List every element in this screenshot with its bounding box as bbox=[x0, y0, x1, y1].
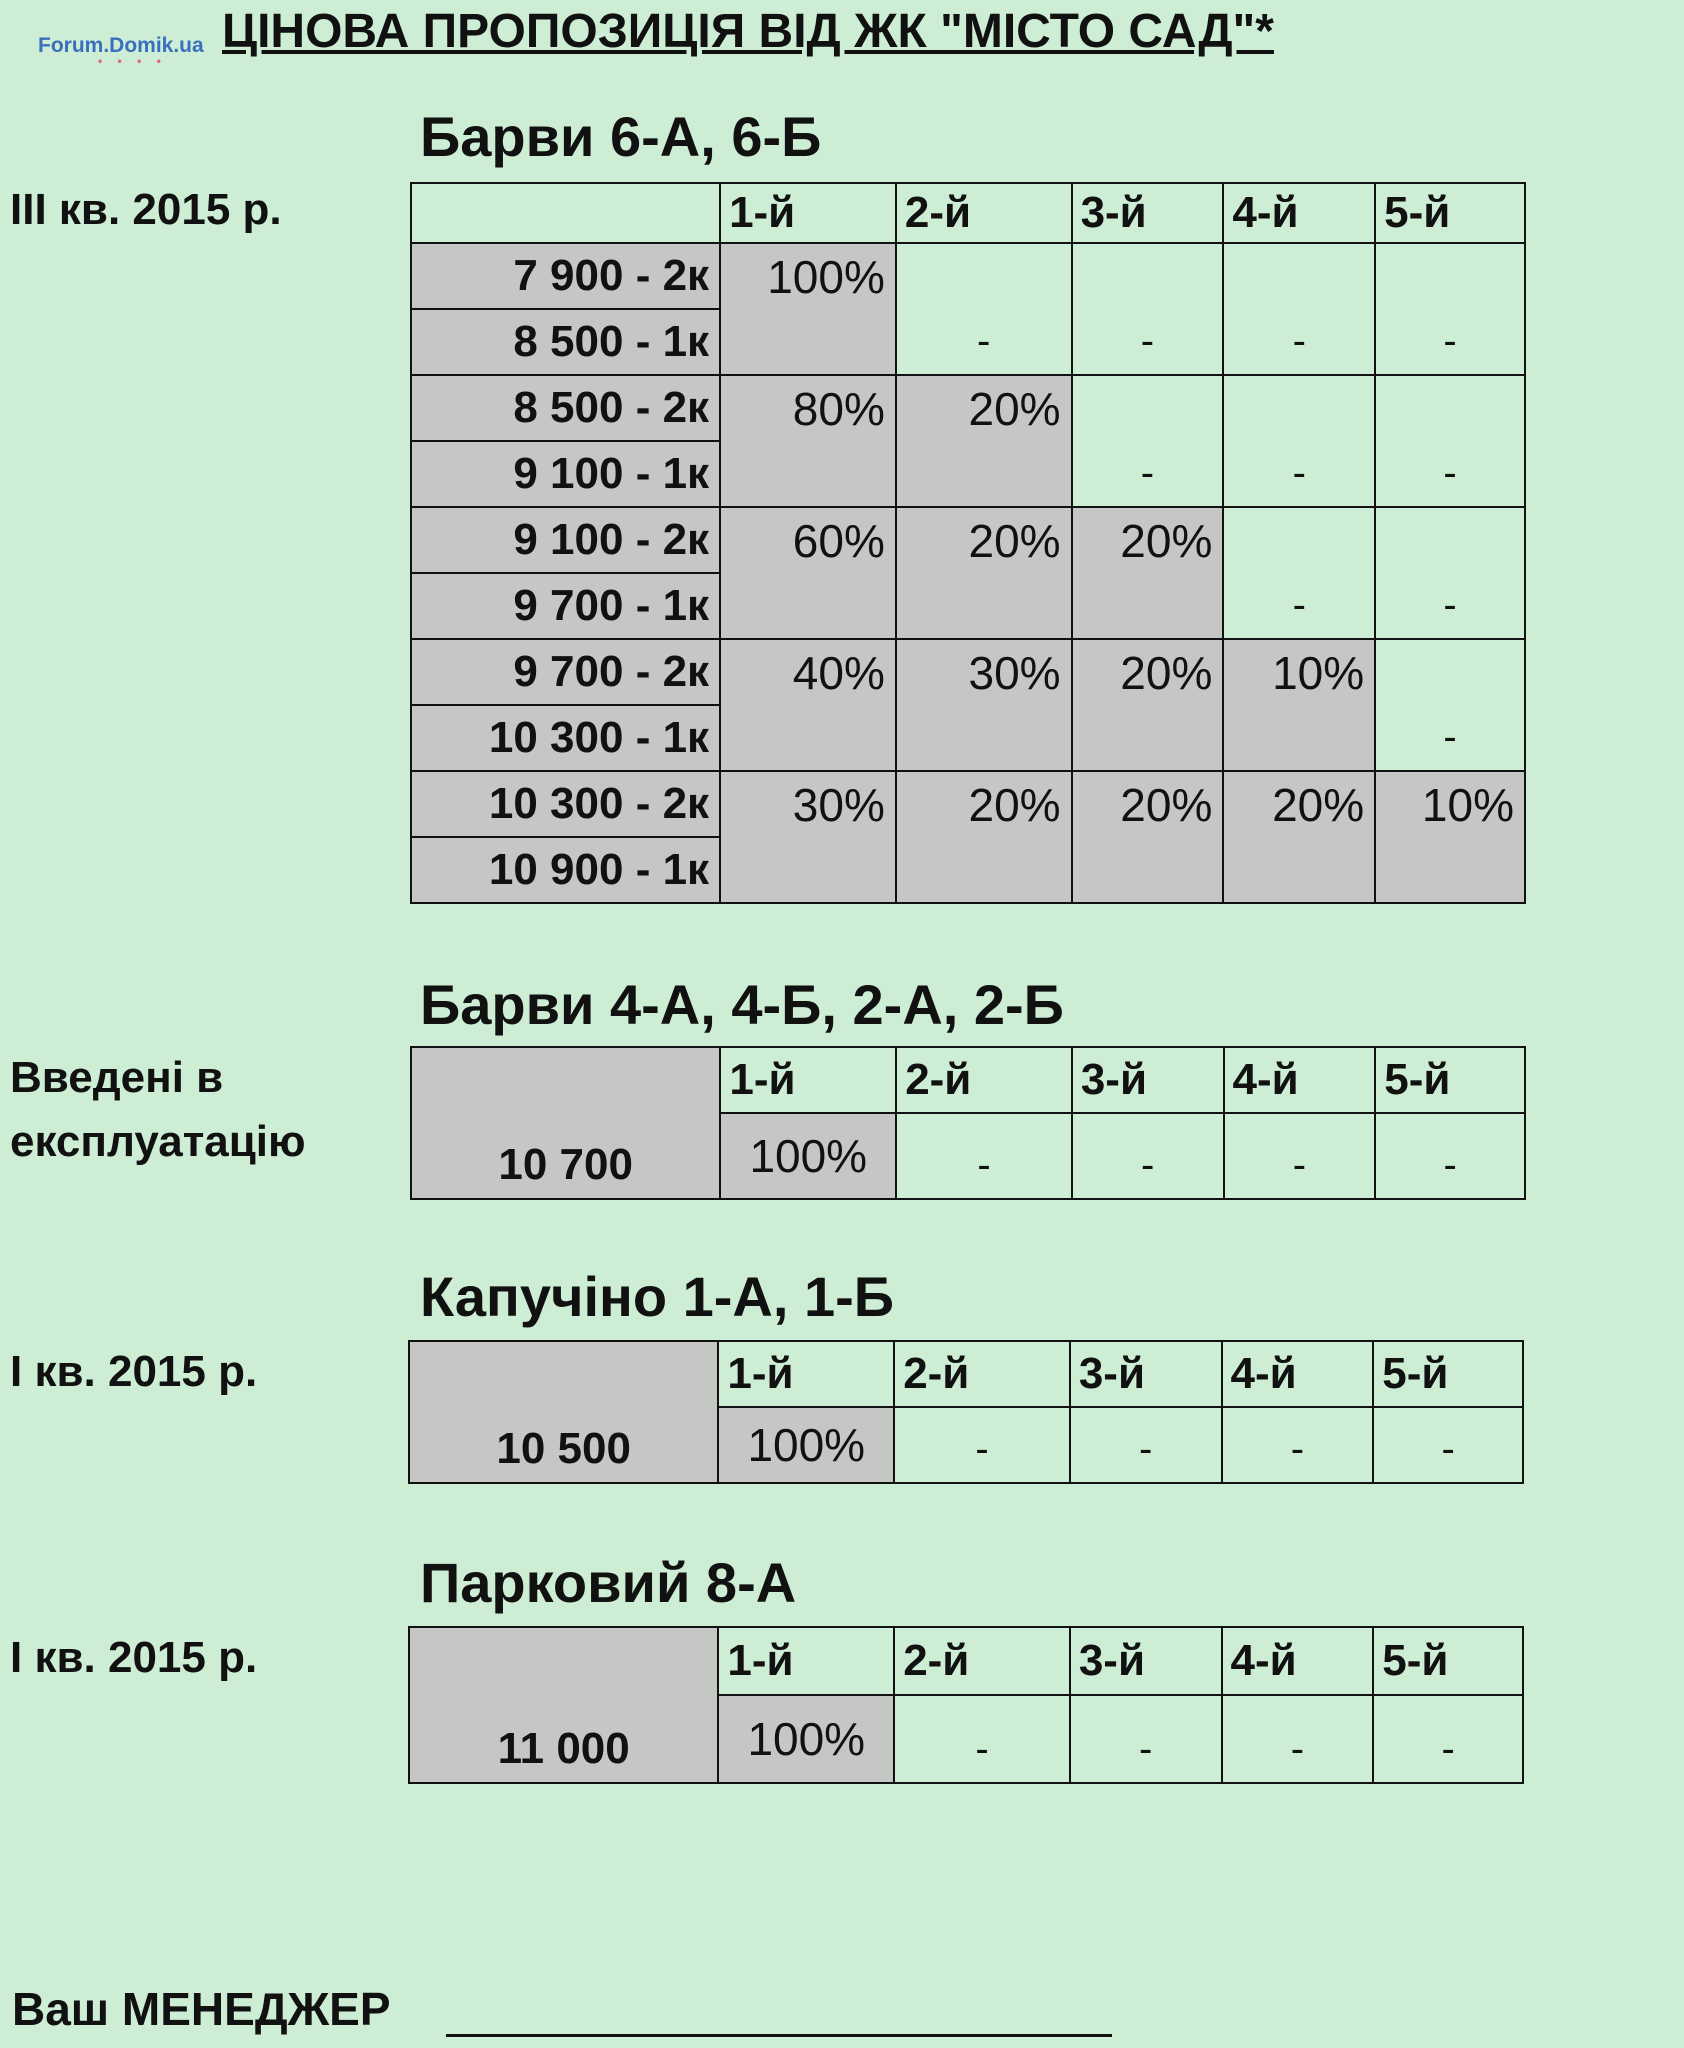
percent-cell: - bbox=[1375, 507, 1525, 639]
watermark: Forum.Domik.ua • • • • bbox=[38, 34, 204, 68]
column-header: 3-й bbox=[1072, 1047, 1224, 1113]
manager-signature-line bbox=[446, 2034, 1112, 2037]
percent-cell: 20% bbox=[1072, 771, 1224, 903]
percent-cell: 20% bbox=[1072, 639, 1224, 771]
percent-cell: - bbox=[1072, 1113, 1224, 1199]
percent-cell: - bbox=[894, 1695, 1070, 1783]
section-title-kapuchino: Капучіно 1-А, 1-Б bbox=[420, 1265, 895, 1328]
section-side-label: І кв. 2015 р. bbox=[10, 1347, 258, 1396]
percent-cell: 10% bbox=[1375, 771, 1525, 903]
percent-cell: - bbox=[1223, 243, 1375, 375]
section-title-parkovyi: Парковий 8-А bbox=[420, 1551, 797, 1614]
percent-cell: - bbox=[1224, 1113, 1376, 1199]
column-header: 3-й bbox=[1070, 1341, 1222, 1407]
price-cell: 10 300 - 2к bbox=[411, 771, 720, 837]
column-header: 3-й bbox=[1070, 1627, 1222, 1695]
price-cell: 10 700 bbox=[411, 1047, 720, 1199]
column-header: 5-й bbox=[1375, 1047, 1525, 1113]
price-table-barvy-4-2 bbox=[410, 1046, 1526, 1200]
column-header: 5-й bbox=[1373, 1627, 1523, 1695]
percent-cell: 100% bbox=[720, 1113, 896, 1199]
column-header: 5-й bbox=[1373, 1341, 1523, 1407]
price-cell: 11 000 bbox=[409, 1627, 718, 1783]
percent-cell: 20% bbox=[1223, 771, 1375, 903]
section-side-label-line1: Введені в bbox=[10, 1053, 224, 1102]
manager-label: Ваш МЕНЕДЖЕР bbox=[12, 1983, 391, 2035]
price-cell: 8 500 - 1к bbox=[411, 309, 720, 375]
column-header: 1-й bbox=[718, 1627, 894, 1695]
percent-cell: - bbox=[1070, 1695, 1222, 1783]
percent-cell: 60% bbox=[720, 507, 896, 639]
table-row bbox=[411, 243, 1525, 309]
price-cell: 9 700 - 1к bbox=[411, 573, 720, 639]
page-title: ЦІНОВА ПРОПОЗИЦІЯ ВІД ЖК "МІСТО САД"* bbox=[222, 5, 1274, 58]
percent-cell: 100% bbox=[720, 243, 896, 375]
column-header: 2-й bbox=[894, 1627, 1070, 1695]
price-cell: 9 700 - 2к bbox=[411, 639, 720, 705]
percent-cell: - bbox=[1072, 243, 1224, 375]
percent-cell: 100% bbox=[718, 1407, 894, 1483]
price-table-parkovyi bbox=[408, 1626, 1524, 1784]
percent-cell: - bbox=[1222, 1407, 1374, 1483]
table-row bbox=[411, 639, 1525, 705]
price-cell: 9 100 - 2к bbox=[411, 507, 720, 573]
column-header: 3-й bbox=[1072, 183, 1224, 243]
percent-cell: 10% bbox=[1223, 639, 1375, 771]
percent-cell: 30% bbox=[720, 771, 896, 903]
column-header: 4-й bbox=[1224, 1047, 1376, 1113]
table-row bbox=[411, 507, 1525, 573]
column-header: 2-й bbox=[896, 183, 1072, 243]
column-header: 1-й bbox=[718, 1341, 894, 1407]
percent-cell: - bbox=[894, 1407, 1070, 1483]
percent-cell: 20% bbox=[896, 375, 1072, 507]
table-header-row bbox=[409, 1627, 1523, 1695]
section-side-label: ІІІ кв. 2015 р. bbox=[10, 185, 282, 234]
price-cell: 10 900 - 1к bbox=[411, 837, 720, 903]
percent-cell: 20% bbox=[896, 507, 1072, 639]
percent-cell: 20% bbox=[1072, 507, 1224, 639]
percent-cell: - bbox=[1072, 375, 1224, 507]
percent-cell: - bbox=[1373, 1407, 1523, 1483]
table-header-row bbox=[411, 1047, 1525, 1113]
header-empty-cell bbox=[411, 183, 720, 243]
price-cell: 7 900 - 2к bbox=[411, 243, 720, 309]
section-side-label: І кв. 2015 р. bbox=[10, 1633, 258, 1682]
percent-cell: - bbox=[1222, 1695, 1374, 1783]
price-table-kapuchino bbox=[408, 1340, 1524, 1484]
price-cell: 9 100 - 1к bbox=[411, 441, 720, 507]
percent-cell: 80% bbox=[720, 375, 896, 507]
watermark-dots: • • • • bbox=[98, 54, 167, 68]
price-table-barvy-6 bbox=[410, 182, 1526, 904]
column-header: 1-й bbox=[720, 1047, 896, 1113]
table-row bbox=[411, 375, 1525, 441]
price-cell: 10 300 - 1к bbox=[411, 705, 720, 771]
section-title-barvy-6: Барви 6-А, 6-Б bbox=[420, 105, 822, 168]
price-cell: 10 500 bbox=[409, 1341, 718, 1483]
section-side-label-line2: експлуатацію bbox=[10, 1117, 306, 1166]
percent-cell: - bbox=[1070, 1407, 1222, 1483]
percent-cell: 30% bbox=[896, 639, 1072, 771]
percent-cell: - bbox=[1375, 639, 1525, 771]
table-header-row bbox=[409, 1341, 1523, 1407]
price-cell: 8 500 - 2к bbox=[411, 375, 720, 441]
table-row bbox=[411, 771, 1525, 837]
column-header: 4-й bbox=[1222, 1341, 1374, 1407]
percent-cell: - bbox=[1223, 507, 1375, 639]
percent-cell: - bbox=[1375, 243, 1525, 375]
column-header: 5-й bbox=[1375, 183, 1525, 243]
percent-cell: - bbox=[896, 243, 1072, 375]
percent-cell: 40% bbox=[720, 639, 896, 771]
column-header: 2-й bbox=[896, 1047, 1072, 1113]
percent-cell: 20% bbox=[896, 771, 1072, 903]
percent-cell: - bbox=[1373, 1695, 1523, 1783]
column-header: 1-й bbox=[720, 183, 896, 243]
table-header-row bbox=[411, 183, 1525, 243]
column-header: 4-й bbox=[1223, 183, 1375, 243]
section-title-barvy-4-2: Барви 4-А, 4-Б, 2-А, 2-Б bbox=[420, 973, 1064, 1036]
percent-cell: - bbox=[896, 1113, 1072, 1199]
column-header: 2-й bbox=[894, 1341, 1070, 1407]
percent-cell: 100% bbox=[718, 1695, 894, 1783]
column-header: 4-й bbox=[1222, 1627, 1374, 1695]
percent-cell: - bbox=[1375, 1113, 1525, 1199]
percent-cell: - bbox=[1375, 375, 1525, 507]
percent-cell: - bbox=[1223, 375, 1375, 507]
